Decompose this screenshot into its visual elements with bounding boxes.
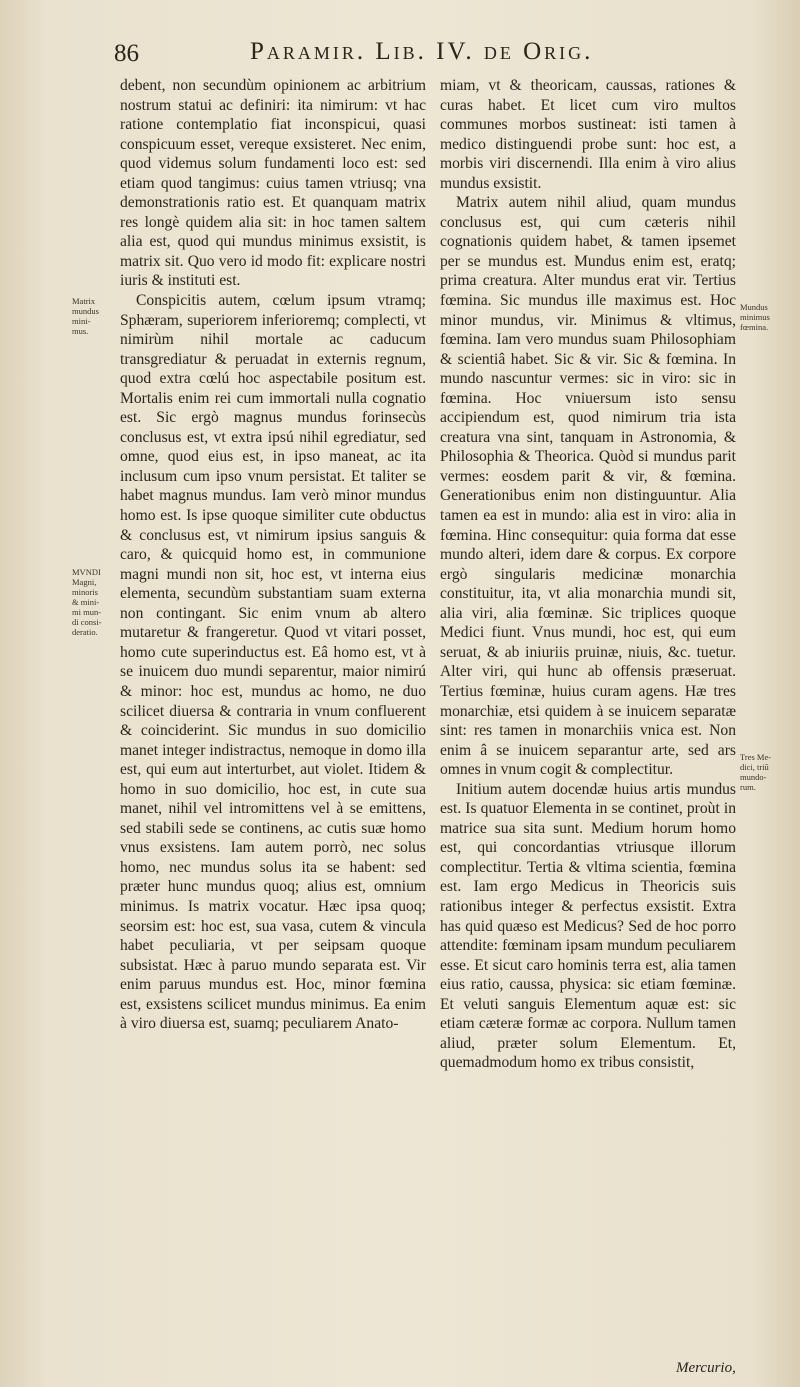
left-column [120,76,426,1034]
page-header [0,36,800,72]
page-number: 86 [114,40,139,67]
paragraph: Conspicitis autem, cœlum ipsum vtramq; Sphæram, superiorem inferioremq; complecti, vt nimirùm nihil mortale ac caducum transgrediatur & peruadat in externis regnum, quod extra cœlú hoc aspectabile positum est. Mortalis enim rei cum immortali nulla cognatio est. Sic ergò magnus mundus forinsecùs conclusus est, vt extra ipsú nihil egrediatur, sed omne, quod eius est, in ipso maneat, ac ita inclusum cum ipso vnum persistat. Et taliter se habet magnus mundus. Iam verò minor mundus homo est. Is ipse quoque similiter cute obductus & conclusus est, vt nimirum ipsius sanguis & caro, & quicquid homo est, in communione magni mundi non sit, hoc est, vt interna eius elementa, secundùm substantiam suam externa non contingant. Sic enim vnum ab altero mutaretur & frangeretur. Quod vt vitari posset, homo cute superinductus est. Eâ homo est, vt à se inuicem duo mundi separentur, maior nimirú & minor: hoc est, mundus ac homo, ne duo scilicet diuersa & contraria in vnum confluerent & coinciderint. Sic mundus in suo domicilio manet integer indistractus, nemoque in domo illa est, qui eum aut interturbet, aut violet. Itidem & homo in suo domicilio, hoc est, in cute sua manet, nihil vel intromittens vel à se emittens, sed stabili sede se continens, ac cutis suæ homo vnus exsistens. Iam autem porrò, nec solus homo, nec mundus solus ita se habent: sed præter hunc mundus quoq; alius est, omnium minimus. Is matrix vocatur. Hæc ipsa quoq; seorsim est: hoc est, sua vasa, cutem & vincula habet peculiaria, vt per seipsam quoque subsistat. Hæc à paruo mundo separata est. Vir enim paruus mundus est. Hoc, minor fœmina est, exsistens scilicet mundus minimus. Ea enim à viro diuersa est, suamq; peculiarem Anato- [120,292,426,1033]
catchword: Mercurio, [676,1360,736,1376]
paragraph: debent, non secundùm opinionem ac arbitrium nostrum statui ac definiri: ita nimirum: vt hac ratione contemplatio fiat inconspicui, quasi conspicuum esset, vereque exsisteret. Nec enim, quod videmus solum fundamenti loco est: sed etiam quod tangimus: cuius tamen vtriusq; vna demonstrationis ratio est. Et quanquam matrix res longè quidem alia sit: in hoc tamen saltem alia est, quod qui mundus minimus exsistit, is matrix sit. Quo vero id modo fit: explicare nostri iuris & instituti est. [120,77,426,290]
marginal-note-mundi: MVNDI Magni, minoris & mini- mi mun- di consi- deratio. [72,567,102,637]
running-head: Paramir. Lib. IV. de Orig. [250,38,594,65]
paragraph: Matrix autem nihil aliud, quam mundus conclusus est, qui cum cæteris nihil cognationis quidem habet, & tamen ipsemet per se mundus est. Mundus enim est, eratq; prima creatura. Alter mundus erat vir. Tertius fœmina. Sic mundus ille maximus est. Hoc minor mundus, vir. Minimus & vltimus, fœmina. Iam vero mundus suam Philosophiam & scientiâ habet. Sic & vir. Sic & fœmina. In mundo nascuntur vermes: sic in viro: sic in fœmina. Hoc vniuersum isto sensu accipiendum est, quod nimirum tria ista creatura vna sint, tanquam in Astronomia, & Philosophia & Theorica. Quòd si mundus parit vermes: eosdem parit & vir, & fœmina. Generationibus enim non distinguuntur. Alia tamen ea est in mundo: alia est in viro: alia in fœmina. Hinc consequitur: quia forma dat esse mundo alteri, idem dare & corpus. Ex corpore ergò singularis medicinæ monarchia constituitur, ita, vt alia monarchia mundi sit, alia viri, alia fœminæ. Sic triplices quoque Medici fiunt. Vnus mundi, hoc est, qui eum seruat, & ab iniuriis pruinæ, niuis, &c. tuetur. Alter viri, qui hunc ab offensis præseruat. Tertius fœminæ, huius curam agens. Hæ tres monarchiæ, etsi quidem à se inuicem separatæ sint: res tamen in monarchiis vnica est. Non enim â se inuicem separantur arte, sed ars omnes in vnum cogit & complectitur. [440,194,736,779]
marginal-note-mundus-minimus: Mundus minimus fœmina. [740,302,770,332]
paragraph: Initium autem docendæ huius artis mundus est. Is quatuor Elementa in se continet, proùt in matrice sua sita sunt. Medium horum homo est, qui concordantias vtriusque illorum complectitur. Tertia & vltima scientia, fœmina est. Iam ergo Medicus in Theoricis suis rationibus integer & perfectus exsistit. Extra has quid quæso est Medicus? Sed de hoc porro attendite: fœminam ipsam mundum peculiarem esse. Et sicut caro hominis terra est, alia tamen eius ratio, caussa, physica: sic etiam fœminæ. Et veluti sanguis Elementum aquæ est: sic etiam cæteræ formæ ac corpora. Nullum tamen aliud, præter solum Elementum. Et, quemadmodum homo ex tribus consistit, [440,780,736,1072]
paragraph: miam, vt & theoricam, caussas, rationes & curas habet. Et licet cum viro multos communes morbos sustineat: isti tamen à medico distinguendi probe sunt: hoc est, a morbis viri discernendi. Illa enim à viro alius mundus exsistit. [440,77,736,192]
marginal-note-matrix: Matrix mundus mini- mus. [72,296,99,336]
marginal-note-tres-medici: Tres Me- dici, triū mundo- rum. [740,752,772,792]
right-column [440,76,736,1073]
